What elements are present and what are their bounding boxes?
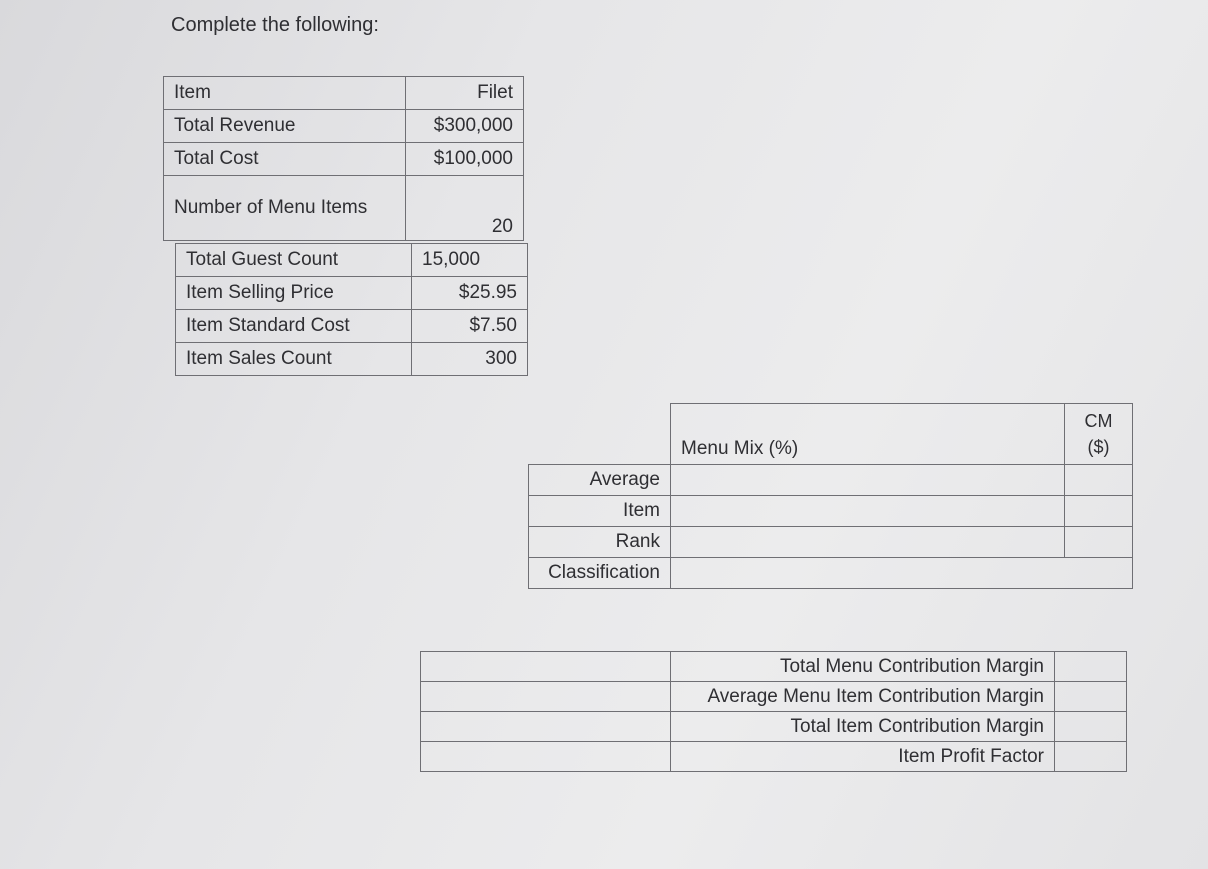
row-label: Item Standard Cost bbox=[176, 310, 412, 343]
menu-mix-answer-cell[interactable] bbox=[671, 527, 1065, 558]
cm-answer-cell[interactable] bbox=[1065, 527, 1133, 558]
row-label: Total Guest Count bbox=[176, 244, 412, 277]
row-label: Item Selling Price bbox=[176, 277, 412, 310]
table-row bbox=[421, 712, 1127, 742]
classification-answer-cell[interactable] bbox=[671, 558, 1133, 589]
row-value: 15,000 bbox=[412, 244, 528, 277]
left-answer-cell[interactable] bbox=[421, 712, 671, 742]
guest-sales-table bbox=[175, 243, 528, 376]
right-answer-cell[interactable] bbox=[1055, 742, 1127, 772]
table-row bbox=[529, 527, 1133, 558]
table-row bbox=[176, 277, 528, 310]
item-header-value: Filet bbox=[406, 77, 524, 110]
row-label: Total Cost bbox=[164, 143, 406, 176]
menu-mix-answer-cell[interactable] bbox=[671, 496, 1065, 527]
table-row bbox=[421, 652, 1127, 682]
row-label: Average Menu Item Contribution Margin bbox=[671, 682, 1055, 712]
right-answer-cell[interactable] bbox=[1055, 712, 1127, 742]
menu-mix-table bbox=[528, 403, 1133, 589]
item-summary-table bbox=[163, 76, 524, 241]
row-label: Total Menu Contribution Margin bbox=[671, 652, 1055, 682]
table-row bbox=[421, 682, 1127, 712]
row-label: Item Profit Factor bbox=[671, 742, 1055, 772]
row-value: $300,000 bbox=[406, 110, 524, 143]
row-value: 300 bbox=[412, 343, 528, 376]
left-answer-cell[interactable] bbox=[421, 742, 671, 772]
row-label: Average bbox=[529, 465, 671, 496]
row-label: Total Revenue bbox=[164, 110, 406, 143]
left-answer-cell[interactable] bbox=[421, 682, 671, 712]
table-row bbox=[164, 110, 524, 143]
contribution-margin-table bbox=[420, 651, 1127, 772]
row-label: Rank bbox=[529, 527, 671, 558]
item-header-label: Item bbox=[164, 77, 406, 110]
table-header-row bbox=[529, 404, 1133, 465]
table-row bbox=[176, 310, 528, 343]
row-value: $7.50 bbox=[412, 310, 528, 343]
table-row bbox=[164, 143, 524, 176]
table-row bbox=[421, 742, 1127, 772]
cm-answer-cell[interactable] bbox=[1065, 465, 1133, 496]
table-row bbox=[164, 176, 524, 241]
menu-mix-answer-cell[interactable] bbox=[671, 465, 1065, 496]
table-row bbox=[529, 465, 1133, 496]
table-row bbox=[529, 558, 1133, 589]
table-header-row bbox=[164, 77, 524, 110]
empty-corner-cell bbox=[529, 404, 671, 465]
row-label: Total Item Contribution Margin bbox=[671, 712, 1055, 742]
menu-mix-header: Menu Mix (%) bbox=[671, 404, 1065, 465]
right-answer-cell[interactable] bbox=[1055, 682, 1127, 712]
row-label: Number of Menu Items bbox=[164, 176, 406, 241]
cm-answer-cell[interactable] bbox=[1065, 496, 1133, 527]
table-row bbox=[176, 343, 528, 376]
page-heading: Complete the following: bbox=[171, 14, 379, 36]
left-answer-cell[interactable] bbox=[421, 652, 671, 682]
row-label: Classification bbox=[529, 558, 671, 589]
row-label: Item Sales Count bbox=[176, 343, 412, 376]
row-value: $25.95 bbox=[412, 277, 528, 310]
row-value: 20 bbox=[406, 176, 524, 241]
table-row bbox=[176, 244, 528, 277]
right-answer-cell[interactable] bbox=[1055, 652, 1127, 682]
row-value: $100,000 bbox=[406, 143, 524, 176]
cm-header: CM ($) bbox=[1065, 404, 1133, 465]
table-row bbox=[529, 496, 1133, 527]
row-label: Item bbox=[529, 496, 671, 527]
